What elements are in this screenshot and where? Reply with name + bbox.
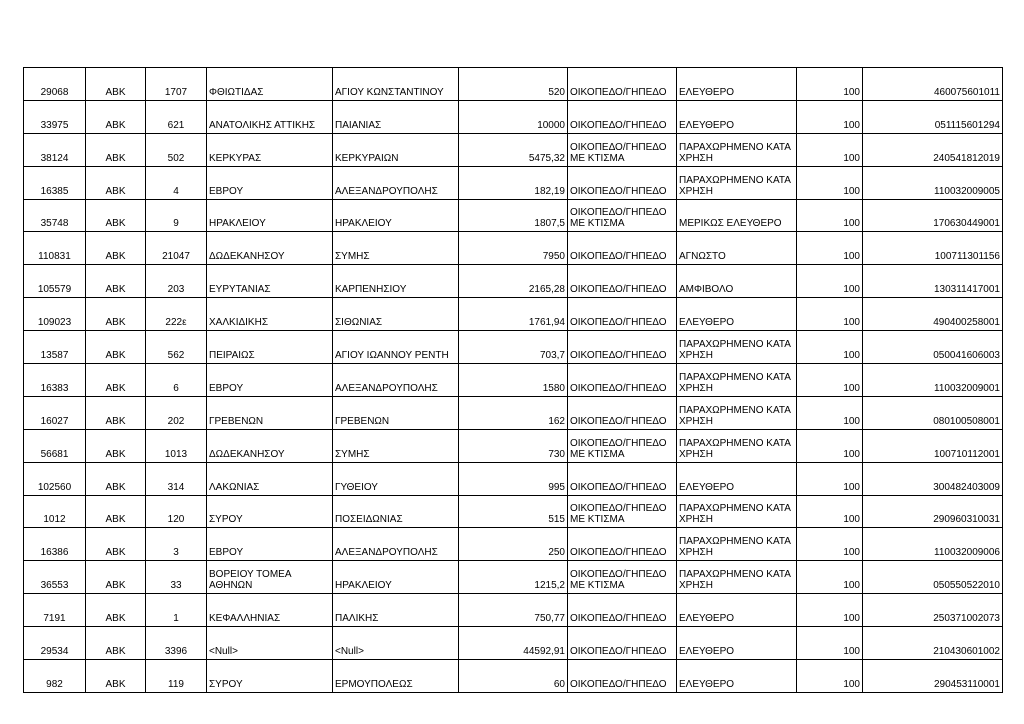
record-id-cell: 16383	[24, 364, 86, 397]
municipality-cell: ΠΑΛΙΚΗΣ	[333, 594, 459, 627]
number-cell: 621	[146, 100, 207, 133]
code-cell: ABK	[86, 298, 146, 331]
property-type-cell: ΟΙΚΟΠΕΔΟ/ΓΗΠΕΔΟ	[568, 265, 677, 298]
property-type-cell: ΟΙΚΟΠΕΔΟ/ΓΗΠΕΔΟ	[568, 68, 677, 101]
municipality-cell: ΠΑΙΑΝΙΑΣ	[333, 100, 459, 133]
status-cell: ΠΑΡΑΧΩΡΗΜΕΝΟ ΚΑΤΑ ΧΡΗΣΗ	[677, 364, 797, 397]
table-body	[24, 68, 1003, 693]
percentage-cell: 100	[797, 166, 863, 199]
code-cell: ABK	[86, 199, 146, 232]
area-cell: 995	[459, 462, 568, 495]
code-cell: ABK	[86, 462, 146, 495]
municipality-cell: ΑΓΙΟΥ ΚΩΝΣΤΑΝΤΙΝΟΥ	[333, 68, 459, 101]
status-cell: ΠΑΡΑΧΩΡΗΜΕΝΟ ΚΑΤΑ ΧΡΗΣΗ	[677, 429, 797, 462]
property-type-cell: ΟΙΚΟΠΕΔΟ/ΓΗΠΕΔΟ ΜΕ ΚΤΙΣΜΑ	[568, 199, 677, 232]
record-id-cell: 982	[24, 660, 86, 693]
municipality-cell: ΗΡΑΚΛΕΙΟΥ	[333, 561, 459, 594]
region-cell: ΛΑΚΩΝΙΑΣ	[207, 462, 333, 495]
record-id-cell: 16027	[24, 396, 86, 429]
record-id-cell: 29068	[24, 68, 86, 101]
region-cell: ΕΥΡΥΤΑΝΙΑΣ	[207, 265, 333, 298]
property-type-cell: ΟΙΚΟΠΕΔΟ/ΓΗΠΕΔΟ ΜΕ ΚΤΙΣΜΑ	[568, 429, 677, 462]
record-id-cell: 109023	[24, 298, 86, 331]
percentage-cell: 100	[797, 68, 863, 101]
percentage-cell: 100	[797, 462, 863, 495]
number-cell: 222ε	[146, 298, 207, 331]
percentage-cell: 100	[797, 364, 863, 397]
code-cell: ABK	[86, 133, 146, 166]
percentage-cell: 100	[797, 133, 863, 166]
number-cell: 203	[146, 265, 207, 298]
area-cell: 7950	[459, 232, 568, 265]
status-cell: ΠΑΡΑΧΩΡΗΜΕΝΟ ΚΑΤΑ ΧΡΗΣΗ	[677, 166, 797, 199]
record-id-cell: 7191	[24, 594, 86, 627]
kaek-cell: 290453110001	[863, 660, 1003, 693]
region-cell: ΔΩΔΕΚΑΝΗΣΟΥ	[207, 429, 333, 462]
municipality-cell: ΑΛΕΞΑΝΔΡΟΥΠΟΛΗΣ	[333, 528, 459, 561]
percentage-cell: 100	[797, 660, 863, 693]
municipality-cell: ΗΡΑΚΛΕΙΟΥ	[333, 199, 459, 232]
municipality-cell: ΕΡΜΟΥΠΟΛΕΩΣ	[333, 660, 459, 693]
kaek-cell: 490400258001	[863, 298, 1003, 331]
number-cell: 1707	[146, 68, 207, 101]
status-cell: ΕΛΕΥΘΕΡΟ	[677, 298, 797, 331]
kaek-cell: 240541812019	[863, 133, 1003, 166]
region-cell: ΑΝΑΤΟΛΙΚΗΣ ΑΤΤΙΚΗΣ	[207, 100, 333, 133]
code-cell: ABK	[86, 396, 146, 429]
kaek-cell: 460075601011	[863, 68, 1003, 101]
property-type-cell: ΟΙΚΟΠΕΔΟ/ΓΗΠΕΔΟ	[568, 166, 677, 199]
kaek-cell: 050041606003	[863, 331, 1003, 364]
table-row	[24, 396, 1003, 429]
region-cell: ΕΒΡΟΥ	[207, 364, 333, 397]
record-id-cell: 102560	[24, 462, 86, 495]
code-cell: ABK	[86, 331, 146, 364]
area-cell: 250	[459, 528, 568, 561]
status-cell: ΕΛΕΥΘΕΡΟ	[677, 68, 797, 101]
region-cell: ΓΡΕΒΕΝΩΝ	[207, 396, 333, 429]
code-cell: ABK	[86, 166, 146, 199]
record-id-cell: 38124	[24, 133, 86, 166]
percentage-cell: 100	[797, 627, 863, 660]
percentage-cell: 100	[797, 331, 863, 364]
kaek-cell: 051115601294	[863, 100, 1003, 133]
percentage-cell: 100	[797, 199, 863, 232]
municipality-cell: ΣΥΜΗΣ	[333, 232, 459, 265]
code-cell: ABK	[86, 528, 146, 561]
status-cell: ΜΕΡΙΚΩΣ ΕΛΕΥΘΕΡΟ	[677, 199, 797, 232]
record-id-cell: 29534	[24, 627, 86, 660]
code-cell: ABK	[86, 364, 146, 397]
percentage-cell: 100	[797, 232, 863, 265]
region-cell: ΒΟΡΕΙΟΥ ΤΟΜΕΑ ΑΘΗΝΩΝ	[207, 561, 333, 594]
status-cell: ΕΛΕΥΘΕΡΟ	[677, 100, 797, 133]
property-type-cell: ΟΙΚΟΠΕΔΟ/ΓΗΠΕΔΟ	[568, 462, 677, 495]
code-cell: ABK	[86, 100, 146, 133]
table-row	[24, 495, 1003, 528]
status-cell: ΑΜΦΙΒΟΛΟ	[677, 265, 797, 298]
record-id-cell: 13587	[24, 331, 86, 364]
number-cell: 9	[146, 199, 207, 232]
table-row	[24, 133, 1003, 166]
percentage-cell: 100	[797, 298, 863, 331]
municipality-cell: ΚΕΡΚΥΡΑΙΩΝ	[333, 133, 459, 166]
municipality-cell: ΑΓΙΟΥ ΙΩΑΝΝΟΥ ΡΕΝΤΗ	[333, 331, 459, 364]
property-type-cell: ΟΙΚΟΠΕΔΟ/ΓΗΠΕΔΟ ΜΕ ΚΤΙΣΜΑ	[568, 495, 677, 528]
municipality-cell: ΠΟΣΕΙΔΩΝΙΑΣ	[333, 495, 459, 528]
region-cell: ΦΘΙΩΤΙΔΑΣ	[207, 68, 333, 101]
municipality-cell: ΣΙΘΩΝΙΑΣ	[333, 298, 459, 331]
area-cell: 1215,2	[459, 561, 568, 594]
percentage-cell: 100	[797, 396, 863, 429]
percentage-cell: 100	[797, 429, 863, 462]
code-cell: ABK	[86, 594, 146, 627]
table-row	[24, 199, 1003, 232]
number-cell: 1	[146, 594, 207, 627]
property-type-cell: ΟΙΚΟΠΕΔΟ/ΓΗΠΕΔΟ	[568, 364, 677, 397]
number-cell: 119	[146, 660, 207, 693]
code-cell: ABK	[86, 495, 146, 528]
status-cell: ΠΑΡΑΧΩΡΗΜΕΝΟ ΚΑΤΑ ΧΡΗΣΗ	[677, 133, 797, 166]
property-type-cell: ΟΙΚΟΠΕΔΟ/ΓΗΠΕΔΟ	[568, 594, 677, 627]
table-row	[24, 298, 1003, 331]
kaek-cell: 050550522010	[863, 561, 1003, 594]
area-cell: 703,7	[459, 331, 568, 364]
property-type-cell: ΟΙΚΟΠΕΔΟ/ΓΗΠΕΔΟ ΜΕ ΚΤΙΣΜΑ	[568, 133, 677, 166]
record-id-cell: 35748	[24, 199, 86, 232]
property-type-cell: ΟΙΚΟΠΕΔΟ/ΓΗΠΕΔΟ	[568, 528, 677, 561]
table-row	[24, 594, 1003, 627]
code-cell: ABK	[86, 660, 146, 693]
percentage-cell: 100	[797, 561, 863, 594]
number-cell: 314	[146, 462, 207, 495]
region-cell: ΕΒΡΟΥ	[207, 166, 333, 199]
record-id-cell: 105579	[24, 265, 86, 298]
region-cell: ΠΕΙΡΑΙΩΣ	[207, 331, 333, 364]
area-cell: 520	[459, 68, 568, 101]
number-cell: 3	[146, 528, 207, 561]
number-cell: 4	[146, 166, 207, 199]
percentage-cell: 100	[797, 528, 863, 561]
kaek-cell: 210430601002	[863, 627, 1003, 660]
table-row	[24, 627, 1003, 660]
record-id-cell: 56681	[24, 429, 86, 462]
property-type-cell: ΟΙΚΟΠΕΔΟ/ΓΗΠΕΔΟ ΜΕ ΚΤΙΣΜΑ	[568, 561, 677, 594]
property-type-cell: ΟΙΚΟΠΕΔΟ/ΓΗΠΕΔΟ	[568, 232, 677, 265]
region-cell: ΣΥΡΟΥ	[207, 660, 333, 693]
kaek-cell: 080100508001	[863, 396, 1003, 429]
municipality-cell: ΑΛΕΞΑΝΔΡΟΥΠΟΛΗΣ	[333, 364, 459, 397]
kaek-cell: 100710112001	[863, 429, 1003, 462]
area-cell: 730	[459, 429, 568, 462]
area-cell: 515	[459, 495, 568, 528]
record-id-cell: 36553	[24, 561, 86, 594]
area-cell: 1580	[459, 364, 568, 397]
property-type-cell: ΟΙΚΟΠΕΔΟ/ΓΗΠΕΔΟ	[568, 298, 677, 331]
record-id-cell: 110831	[24, 232, 86, 265]
record-id-cell: 16386	[24, 528, 86, 561]
table-row	[24, 166, 1003, 199]
table-row	[24, 561, 1003, 594]
table-row	[24, 364, 1003, 397]
kaek-cell: 290960310031	[863, 495, 1003, 528]
area-cell: 60	[459, 660, 568, 693]
status-cell: ΑΓΝΩΣΤΟ	[677, 232, 797, 265]
kaek-cell: 250371002073	[863, 594, 1003, 627]
table-row	[24, 232, 1003, 265]
municipality-cell: ΓΡΕΒΕΝΩΝ	[333, 396, 459, 429]
code-cell: ABK	[86, 68, 146, 101]
area-cell: 1807,5	[459, 199, 568, 232]
property-type-cell: ΟΙΚΟΠΕΔΟ/ΓΗΠΕΔΟ	[568, 396, 677, 429]
record-id-cell: 33975	[24, 100, 86, 133]
number-cell: 120	[146, 495, 207, 528]
percentage-cell: 100	[797, 594, 863, 627]
percentage-cell: 100	[797, 100, 863, 133]
table-row	[24, 528, 1003, 561]
number-cell: 1013	[146, 429, 207, 462]
number-cell: 6	[146, 364, 207, 397]
number-cell: 202	[146, 396, 207, 429]
municipality-cell: ΑΛΕΞΑΝΔΡΟΥΠΟΛΗΣ	[333, 166, 459, 199]
kaek-cell: 130311417001	[863, 265, 1003, 298]
kaek-cell: 110032009006	[863, 528, 1003, 561]
table-row	[24, 429, 1003, 462]
region-cell: ΧΑΛΚΙΔΙΚΗΣ	[207, 298, 333, 331]
table-row	[24, 68, 1003, 101]
area-cell: 182,19	[459, 166, 568, 199]
number-cell: 3396	[146, 627, 207, 660]
region-cell: ΚΕΦΑΛΛΗΝΙΑΣ	[207, 594, 333, 627]
area-cell: 2165,28	[459, 265, 568, 298]
kaek-cell: 300482403009	[863, 462, 1003, 495]
record-id-cell: 16385	[24, 166, 86, 199]
number-cell: 33	[146, 561, 207, 594]
region-cell: ΔΩΔΕΚΑΝΗΣΟΥ	[207, 232, 333, 265]
area-cell: 162	[459, 396, 568, 429]
municipality-cell: ΚΑΡΠΕΝΗΣΙΟΥ	[333, 265, 459, 298]
code-cell: ABK	[86, 232, 146, 265]
municipality-cell: <Null>	[333, 627, 459, 660]
kaek-cell: 110032009001	[863, 364, 1003, 397]
status-cell: ΕΛΕΥΘΕΡΟ	[677, 627, 797, 660]
area-cell: 44592,91	[459, 627, 568, 660]
kaek-cell: 170630449001	[863, 199, 1003, 232]
number-cell: 562	[146, 331, 207, 364]
percentage-cell: 100	[797, 265, 863, 298]
table-row	[24, 660, 1003, 693]
number-cell: 502	[146, 133, 207, 166]
property-type-cell: ΟΙΚΟΠΕΔΟ/ΓΗΠΕΔΟ	[568, 660, 677, 693]
property-type-cell: ΟΙΚΟΠΕΔΟ/ΓΗΠΕΔΟ	[568, 100, 677, 133]
region-cell: ΚΕΡΚΥΡΑΣ	[207, 133, 333, 166]
record-id-cell: 1012	[24, 495, 86, 528]
area-cell: 750,77	[459, 594, 568, 627]
table-row	[24, 100, 1003, 133]
status-cell: ΕΛΕΥΘΕΡΟ	[677, 594, 797, 627]
number-cell: 21047	[146, 232, 207, 265]
code-cell: ABK	[86, 265, 146, 298]
region-cell: ΕΒΡΟΥ	[207, 528, 333, 561]
code-cell: ABK	[86, 561, 146, 594]
area-cell: 5475,32	[459, 133, 568, 166]
status-cell: ΠΑΡΑΧΩΡΗΜΕΝΟ ΚΑΤΑ ΧΡΗΣΗ	[677, 331, 797, 364]
status-cell: ΠΑΡΑΧΩΡΗΜΕΝΟ ΚΑΤΑ ΧΡΗΣΗ	[677, 528, 797, 561]
kaek-cell: 100711301156	[863, 232, 1003, 265]
table-row	[24, 462, 1003, 495]
municipality-cell: ΣΥΜΗΣ	[333, 429, 459, 462]
status-cell: ΕΛΕΥΘΕΡΟ	[677, 462, 797, 495]
status-cell: ΠΑΡΑΧΩΡΗΜΕΝΟ ΚΑΤΑ ΧΡΗΣΗ	[677, 561, 797, 594]
region-cell: <Null>	[207, 627, 333, 660]
code-cell: ABK	[86, 429, 146, 462]
area-cell: 10000	[459, 100, 568, 133]
status-cell: ΠΑΡΑΧΩΡΗΜΕΝΟ ΚΑΤΑ ΧΡΗΣΗ	[677, 396, 797, 429]
code-cell: ABK	[86, 627, 146, 660]
percentage-cell: 100	[797, 495, 863, 528]
area-cell: 1761,94	[459, 298, 568, 331]
status-cell: ΠΑΡΑΧΩΡΗΜΕΝΟ ΚΑΤΑ ΧΡΗΣΗ	[677, 495, 797, 528]
property-table	[23, 67, 1003, 693]
kaek-cell: 110032009005	[863, 166, 1003, 199]
property-type-cell: ΟΙΚΟΠΕΔΟ/ΓΗΠΕΔΟ	[568, 627, 677, 660]
municipality-cell: ΓΥΘΕΙΟΥ	[333, 462, 459, 495]
region-cell: ΣΥΡΟΥ	[207, 495, 333, 528]
status-cell: ΕΛΕΥΘΕΡΟ	[677, 660, 797, 693]
property-type-cell: ΟΙΚΟΠΕΔΟ/ΓΗΠΕΔΟ	[568, 331, 677, 364]
region-cell: ΗΡΑΚΛΕΙΟΥ	[207, 199, 333, 232]
table-row	[24, 265, 1003, 298]
table-row	[24, 331, 1003, 364]
